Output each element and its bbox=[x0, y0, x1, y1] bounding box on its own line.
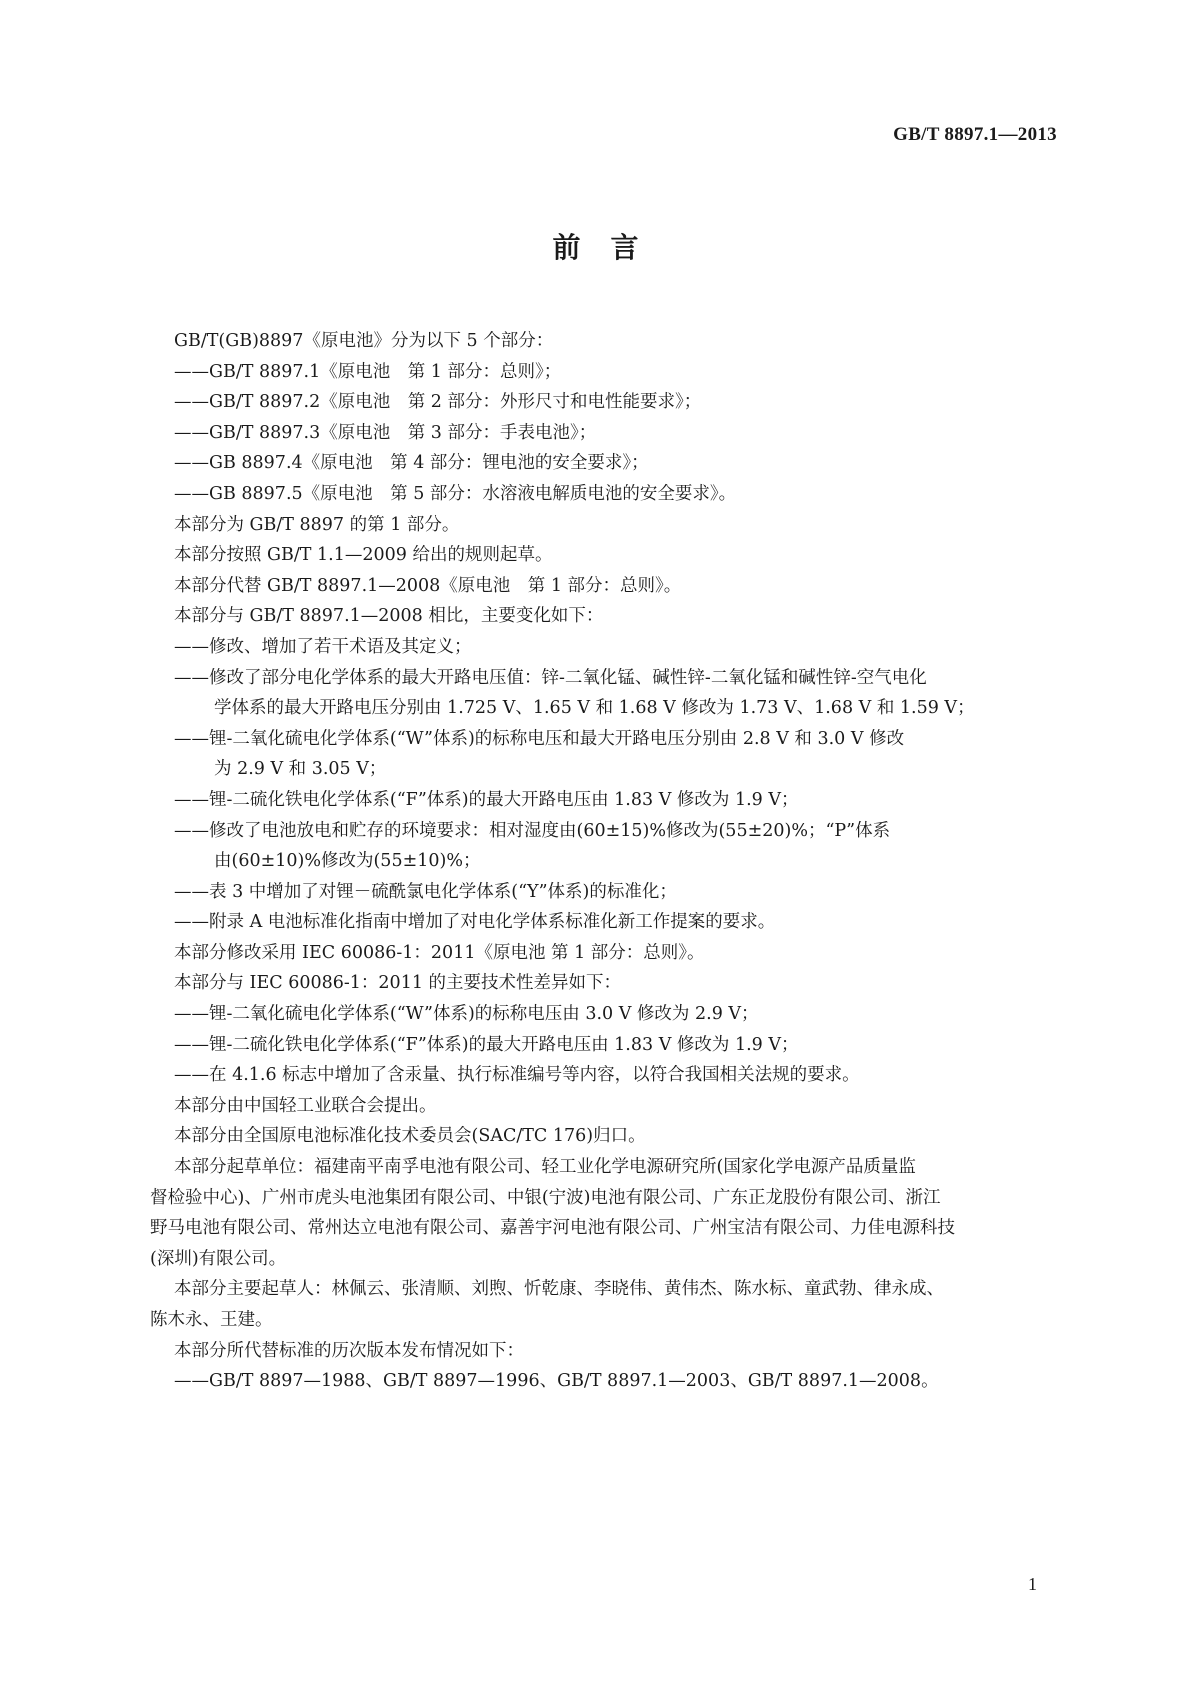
text-line: 本部分由中国轻工业联合会提出。 bbox=[174, 1095, 437, 1116]
list-item-first-line: ——锂-二氧化硫电化学体系(“W”体系)的标称电压和最大开路电压分别由 2.8 V 和 3.0 V 修改 bbox=[174, 728, 905, 749]
paragraph-line: 陈木永、王建。 bbox=[150, 1310, 273, 1330]
list-item: ——表 3 中增加了对锂－硫酰氯电化学体系(“Y”体系)的标准化； bbox=[174, 881, 677, 902]
list-item-first-line: ——修改了部分电化学体系的最大开路电压值：锌-二氧化锰、碱性锌-二氧化锰和碱性锌-空气电化 bbox=[174, 667, 927, 688]
text-line: 本部分为 GB/T 8897 的第 1 部分。 bbox=[174, 514, 460, 535]
text-line: GB/T(GB)8897《原电池》分为以下 5 个部分： bbox=[174, 331, 554, 351]
list-item: ——锂-二硫化铁电化学体系(“F”体系)的最大开路电压由 1.83 V 修改为 1.9 V； bbox=[174, 789, 799, 810]
list-item: ——GB 8897.5《原电池 第 5 部分：水溶液电解质电池的安全要求》。 bbox=[174, 483, 737, 504]
list-item-continuation: 为 2.9 V 和 3.05 V； bbox=[214, 759, 387, 780]
list-item bbox=[174, 816, 1079, 877]
list-item-continuation: 学体系的最大开路电压分别由 1.725 V、1.65 V 和 1.68 V 修改为 1.73 V、1.68 V 和 1.59 V； bbox=[214, 698, 975, 719]
paragraph-first-line: 本部分主要起草人：林佩云、张清顺、刘煦、忻乾康、李晓伟、黄伟杰、陈水标、童武勃、律永成、 bbox=[174, 1279, 944, 1300]
text-line: 本部分所代替标准的历次版本发布情况如下： bbox=[174, 1340, 524, 1361]
paragraph-line: 督检验中心)、广州市虎头电池集团有限公司、中银(宁波)电池有限公司、广东正龙股份有限公司、浙江 bbox=[150, 1187, 941, 1208]
text-line: 本部分按照 GB/T 1.1—2009 给出的规则起草。 bbox=[174, 545, 553, 566]
page-title: 前言 bbox=[552, 231, 669, 264]
text-line: 本部分由全国原电池标准化技术委员会(SAC/TC 176)归口。 bbox=[174, 1126, 646, 1147]
list-item: ——锂-二硫化铁电化学体系(“F”体系)的最大开路电压由 1.83 V 修改为 1.9 V； bbox=[174, 1034, 799, 1055]
text-line: 本部分与 IEC 60086-1：2011 的主要技术性差异如下： bbox=[174, 973, 622, 994]
list-item: ——修改、增加了若干术语及其定义； bbox=[174, 636, 472, 657]
document-body bbox=[150, 326, 1079, 1397]
list-item: ——GB 8897.4《原电池 第 4 部分：锂电池的安全要求》； bbox=[174, 453, 649, 474]
list-item: ——在 4.1.6 标志中增加了含汞量、执行标准编号等内容，以符合我国相关法规的要求。 bbox=[174, 1065, 860, 1086]
list-item bbox=[174, 724, 1079, 785]
list-item: ——GB/T 8897—1988、GB/T 8897—1996、GB/T 8897.1—2003、GB/T 8897.1—2008。 bbox=[174, 1371, 939, 1392]
list-item: ——锂-二氧化硫电化学体系(“W”体系)的标称电压由 3.0 V 修改为 2.9 V； bbox=[174, 1004, 759, 1025]
list-item: ——附录 A 电池标准化指南中增加了对电化学体系标准化新工作提案的要求。 bbox=[174, 912, 776, 933]
paragraph-line: 野马电池有限公司、常州达立电池有限公司、嘉善宇河电池有限公司、广州宝洁有限公司、力佳电源科技 bbox=[150, 1218, 955, 1239]
list-item: ——GB/T 8897.2《原电池 第 2 部分：外形尺寸和电性能要求》； bbox=[174, 392, 702, 413]
list-item-first-line: ——修改了电池放电和贮存的环境要求：相对湿度由(60±15)%修改为(55±20)%；“P”体系 bbox=[174, 820, 891, 841]
list-item-continuation: 由(60±10)%修改为(55±10)%； bbox=[214, 851, 481, 872]
paragraph-drafting-units bbox=[150, 1152, 1079, 1274]
paragraph-first-line: 本部分起草单位：福建南平南孚电池有限公司、轻工业化学电源研究所(国家化学电源产品质量监 bbox=[174, 1157, 916, 1178]
text-line: 本部分代替 GB/T 8897.1—2008《原电池 第 1 部分：总则》。 bbox=[174, 575, 682, 596]
text-line: 本部分修改采用 IEC 60086-1：2011《原电池 第 1 部分：总则》。 bbox=[174, 942, 705, 963]
list-item bbox=[174, 663, 1079, 724]
list-item: ——GB/T 8897.1《原电池 第 1 部分：总则》； bbox=[174, 361, 562, 382]
text-line: 本部分与 GB/T 8897.1—2008 相比，主要变化如下： bbox=[174, 606, 604, 627]
paragraph-drafters bbox=[150, 1274, 1079, 1335]
page-number: 1 bbox=[1028, 1574, 1037, 1594]
standard-code: GB/T 8897.1—2013 bbox=[893, 124, 1057, 145]
paragraph-line: (深圳)有限公司。 bbox=[150, 1248, 287, 1269]
list-item: ——GB/T 8897.3《原电池 第 3 部分：手表电池》； bbox=[174, 422, 597, 443]
